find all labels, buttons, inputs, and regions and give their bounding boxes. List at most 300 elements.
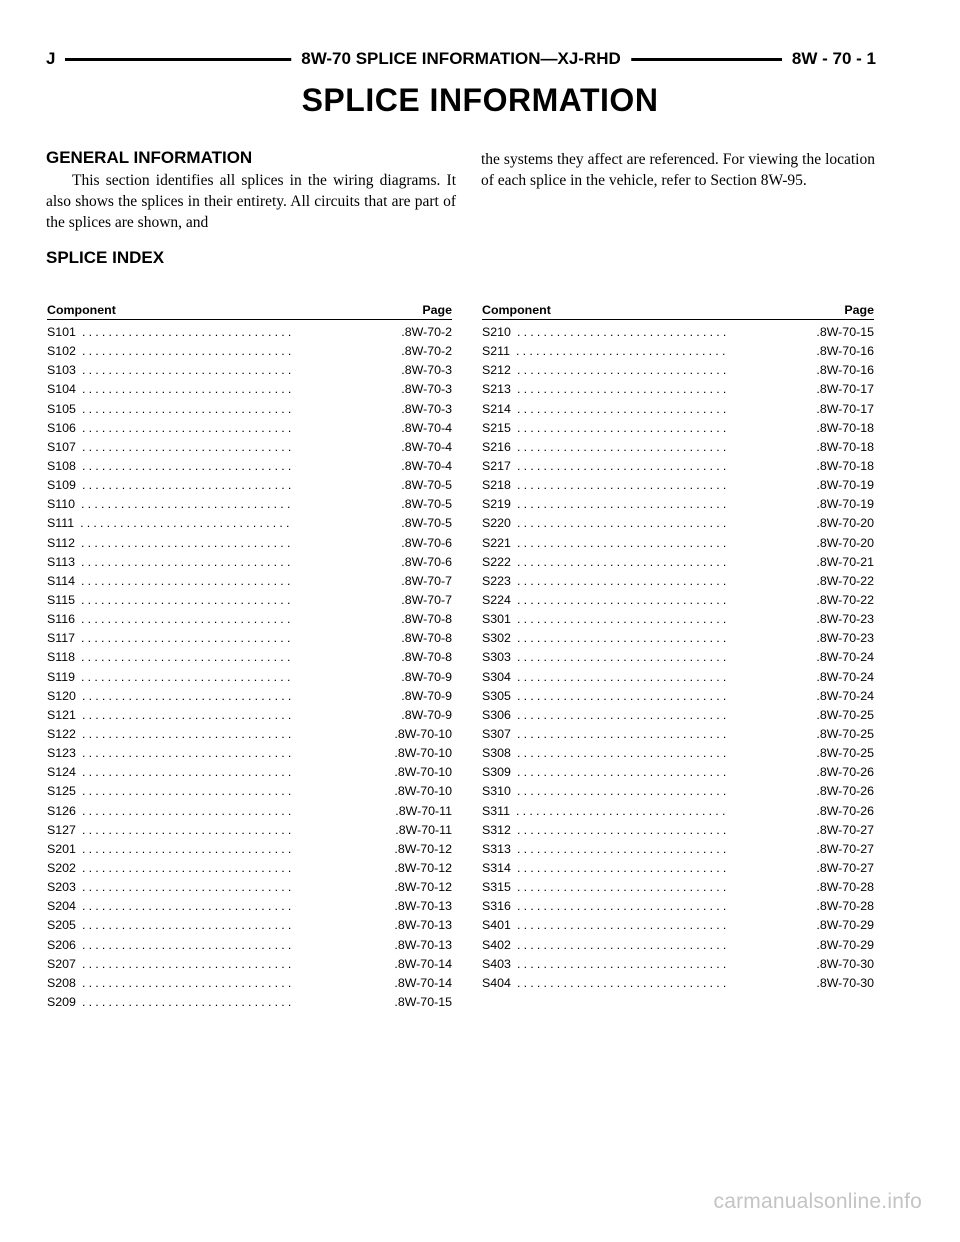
index-row <box>47 821 452 840</box>
row-leader-dots: ................................ <box>81 726 295 741</box>
index-row <box>47 610 452 629</box>
column-component-header: Component <box>482 303 551 317</box>
index-row <box>482 534 874 553</box>
row-leader-dots: ................................ <box>81 669 294 684</box>
row-component: S204 <box>47 899 76 914</box>
row-page-reference: .8W-70-7 <box>401 592 452 607</box>
row-leader-dots: ................................ <box>516 899 730 914</box>
row-leader-dots: ................................ <box>81 631 294 646</box>
row-component: S111 <box>47 516 75 531</box>
row-component: S121 <box>47 707 76 722</box>
index-row <box>47 668 452 687</box>
row-leader-dots: ................................ <box>81 478 295 493</box>
column-component-header: Component <box>47 303 116 317</box>
row-leader-dots: ................................ <box>516 516 730 531</box>
row-page-reference: .8W-70-6 <box>401 535 452 550</box>
row-component: S310 <box>482 784 511 799</box>
index-row <box>482 495 874 514</box>
index-row <box>482 342 874 361</box>
index-row <box>47 955 452 974</box>
index-row <box>482 897 874 916</box>
row-page-reference: .8W-70-19 <box>816 497 874 512</box>
index-row <box>482 840 874 859</box>
row-page-reference: .8W-70-9 <box>401 707 452 722</box>
index-row <box>482 476 874 495</box>
row-page-reference: .8W-70-12 <box>394 860 452 875</box>
row-page-reference: .8W-70-22 <box>816 592 874 607</box>
row-component: S224 <box>482 592 511 607</box>
index-row <box>47 419 452 438</box>
index-row <box>47 744 452 763</box>
row-leader-dots: ................................ <box>516 765 730 780</box>
row-leader-dots: ................................ <box>516 860 730 875</box>
general-text-left: This section identifies all splices in the wiring diagrams. It also shows the splices in their entirety. All circuits that are part of the splices are shown, and <box>46 172 456 231</box>
row-page-reference: .8W-70-4 <box>401 458 452 473</box>
row-leader-dots: ................................ <box>81 535 294 550</box>
row-page-reference: .8W-70-30 <box>816 975 874 990</box>
general-text-right: the systems they affect are referenced. For viewing the location of each splice in the vehicle, refer to Section 8W-95. <box>481 151 875 189</box>
index-row <box>482 821 874 840</box>
row-component: S304 <box>482 669 511 684</box>
row-component: S118 <box>47 650 76 665</box>
index-header <box>47 303 452 320</box>
index-row <box>47 400 452 419</box>
index-row <box>47 591 452 610</box>
row-component: S218 <box>482 478 511 493</box>
index-row <box>482 400 874 419</box>
row-leader-dots: ................................ <box>81 975 295 990</box>
index-row <box>482 725 874 744</box>
index-row <box>47 534 452 553</box>
row-page-reference: .8W-70-10 <box>394 765 452 780</box>
row-leader-dots: ................................ <box>516 841 730 856</box>
row-component: S108 <box>47 458 76 473</box>
row-leader-dots: ................................ <box>81 420 295 435</box>
header-left-label: J <box>46 46 65 72</box>
row-component: S314 <box>482 860 511 875</box>
splice-index-right-column <box>482 303 874 993</box>
row-leader-dots: ................................ <box>516 937 730 952</box>
row-leader-dots: ................................ <box>516 631 730 646</box>
column-page-header: Page <box>422 303 452 317</box>
row-page-reference: .8W-70-9 <box>401 669 452 684</box>
row-leader-dots: ................................ <box>81 382 295 397</box>
row-page-reference: .8W-70-25 <box>816 746 874 761</box>
row-component: S305 <box>482 688 511 703</box>
row-component: S201 <box>47 841 76 856</box>
row-component: S119 <box>47 669 76 684</box>
row-component: S202 <box>47 860 76 875</box>
row-component: S110 <box>47 497 76 512</box>
row-leader-dots: ................................ <box>516 420 730 435</box>
row-page-reference: .8W-70-23 <box>816 612 874 627</box>
row-component: S217 <box>482 458 511 473</box>
index-row <box>47 936 452 955</box>
row-leader-dots: ................................ <box>81 784 295 799</box>
page-title: SPLICE INFORMATION <box>301 82 659 118</box>
row-page-reference: .8W-70-26 <box>816 803 874 818</box>
row-page-reference: .8W-70-12 <box>394 841 452 856</box>
row-component: S313 <box>482 841 511 856</box>
row-component: S208 <box>47 975 76 990</box>
row-leader-dots: ................................ <box>81 344 295 359</box>
row-page-reference: .8W-70-5 <box>401 478 452 493</box>
index-rows <box>482 323 874 993</box>
row-leader-dots: ................................ <box>81 401 295 416</box>
general-information-heading: GENERAL INFORMATION <box>46 148 253 167</box>
index-row <box>482 763 874 782</box>
watermark-text: carmanualsonline.info <box>713 1190 922 1213</box>
row-component: S306 <box>482 707 511 722</box>
index-row <box>47 648 452 667</box>
row-leader-dots: ................................ <box>516 382 730 397</box>
row-page-reference: .8W-70-27 <box>816 860 874 875</box>
row-page-reference: .8W-70-9 <box>401 688 452 703</box>
row-leader-dots: ................................ <box>81 956 295 971</box>
row-page-reference: .8W-70-29 <box>816 918 874 933</box>
row-leader-dots: ................................ <box>516 439 730 454</box>
header-page-number: 8W - 70 - 1 <box>782 46 876 72</box>
row-page-reference: .8W-70-8 <box>401 631 452 646</box>
row-page-reference: .8W-70-3 <box>401 401 452 416</box>
index-rows <box>47 323 452 1012</box>
index-row <box>482 591 874 610</box>
row-component: S223 <box>482 573 511 588</box>
row-leader-dots: ................................ <box>516 726 730 741</box>
index-row <box>47 706 452 725</box>
row-component: S214 <box>482 401 511 416</box>
row-page-reference: .8W-70-28 <box>816 899 874 914</box>
row-leader-dots: ................................ <box>516 497 730 512</box>
row-page-reference: .8W-70-3 <box>401 382 452 397</box>
row-component: S307 <box>482 726 511 741</box>
index-row <box>482 572 874 591</box>
row-leader-dots: ................................ <box>516 325 730 339</box>
row-page-reference: .8W-70-13 <box>394 937 452 952</box>
index-row <box>482 438 874 457</box>
index-row <box>47 495 452 514</box>
index-row <box>47 361 452 380</box>
splice-index-left-column <box>47 303 452 1012</box>
row-component: S219 <box>482 497 511 512</box>
row-component: S107 <box>47 439 76 454</box>
row-page-reference: .8W-70-8 <box>401 650 452 665</box>
row-leader-dots: ................................ <box>516 956 730 971</box>
row-component: S221 <box>482 535 511 550</box>
row-component: S103 <box>47 363 76 378</box>
row-leader-dots: ................................ <box>81 325 295 339</box>
row-page-reference: .8W-70-24 <box>816 669 874 684</box>
index-row <box>482 687 874 706</box>
index-row <box>482 936 874 955</box>
index-row <box>482 514 874 533</box>
row-page-reference: .8W-70-29 <box>816 937 874 952</box>
row-leader-dots: ................................ <box>81 746 295 761</box>
row-page-reference: .8W-70-10 <box>394 784 452 799</box>
row-component: S213 <box>482 382 511 397</box>
row-leader-dots: ................................ <box>81 803 295 818</box>
row-component: S222 <box>482 554 511 569</box>
index-row <box>47 323 452 342</box>
row-leader-dots: ................................ <box>516 344 729 359</box>
row-component: S210 <box>482 325 511 339</box>
column-page-header: Page <box>844 303 874 317</box>
row-leader-dots: ................................ <box>81 841 295 856</box>
row-page-reference: .8W-70-22 <box>816 573 874 588</box>
index-row <box>47 725 452 744</box>
row-leader-dots: ................................ <box>81 765 295 780</box>
row-leader-dots: ................................ <box>516 612 730 627</box>
row-leader-dots: ................................ <box>516 707 730 722</box>
row-leader-dots: ................................ <box>81 994 295 1009</box>
row-page-reference: .8W-70-5 <box>401 497 452 512</box>
row-leader-dots: ................................ <box>81 554 294 569</box>
row-component: S212 <box>482 363 511 378</box>
index-row <box>47 457 452 476</box>
row-page-reference: .8W-70-6 <box>401 554 452 569</box>
row-component: S220 <box>482 516 511 531</box>
row-component: S122 <box>47 726 76 741</box>
row-page-reference: .8W-70-2 <box>401 344 452 359</box>
splice-index-heading: SPLICE INDEX <box>46 248 165 267</box>
index-row <box>47 859 452 878</box>
row-leader-dots: ................................ <box>516 401 730 416</box>
row-page-reference: .8W-70-30 <box>816 956 874 971</box>
row-component: S125 <box>47 784 76 799</box>
row-page-reference: .8W-70-20 <box>816 516 874 531</box>
row-page-reference: .8W-70-8 <box>401 612 452 627</box>
row-page-reference: .8W-70-21 <box>816 554 874 569</box>
row-page-reference: .8W-70-26 <box>816 784 874 799</box>
row-page-reference: .8W-70-18 <box>816 420 874 435</box>
row-leader-dots: ................................ <box>81 650 294 665</box>
row-page-reference: .8W-70-26 <box>816 765 874 780</box>
index-row <box>482 955 874 974</box>
row-component: S315 <box>482 880 511 895</box>
row-component: S316 <box>482 899 511 914</box>
row-page-reference: .8W-70-25 <box>816 707 874 722</box>
row-leader-dots: ................................ <box>81 937 295 952</box>
row-component: S209 <box>47 994 76 1009</box>
header-section-title: 8W-70 SPLICE INFORMATION—XJ-RHD <box>291 46 631 72</box>
row-component: S215 <box>482 420 511 435</box>
index-row <box>482 744 874 763</box>
row-page-reference: .8W-70-18 <box>816 458 874 473</box>
row-page-reference: .8W-70-10 <box>394 746 452 761</box>
row-component: S123 <box>47 746 76 761</box>
index-row <box>47 476 452 495</box>
row-page-reference: .8W-70-16 <box>816 344 874 359</box>
row-component: S102 <box>47 344 76 359</box>
row-page-reference: .8W-70-3 <box>401 363 452 378</box>
index-row <box>47 916 452 935</box>
index-row <box>47 514 452 533</box>
row-component: S205 <box>47 918 76 933</box>
index-row <box>482 553 874 572</box>
row-component: S402 <box>482 937 511 952</box>
row-leader-dots: ................................ <box>516 669 730 684</box>
row-leader-dots: ................................ <box>81 497 294 512</box>
row-component: S106 <box>47 420 76 435</box>
index-row <box>47 840 452 859</box>
index-row <box>482 668 874 687</box>
index-row <box>47 629 452 648</box>
row-component: S312 <box>482 822 511 837</box>
row-component: S308 <box>482 746 511 761</box>
row-component: S109 <box>47 478 76 493</box>
row-page-reference: .8W-70-24 <box>816 688 874 703</box>
row-page-reference: .8W-70-10 <box>394 726 452 741</box>
row-leader-dots: ................................ <box>516 688 730 703</box>
index-row <box>482 782 874 801</box>
index-row <box>482 859 874 878</box>
row-component: S124 <box>47 765 76 780</box>
index-row <box>482 610 874 629</box>
row-component: S120 <box>47 688 76 703</box>
row-component: S301 <box>482 612 511 627</box>
row-page-reference: .8W-70-7 <box>401 573 452 588</box>
row-page-reference: .8W-70-20 <box>816 535 874 550</box>
row-leader-dots: ................................ <box>81 458 295 473</box>
row-leader-dots: ................................ <box>81 880 295 895</box>
row-leader-dots: ................................ <box>81 860 295 875</box>
row-leader-dots: ................................ <box>516 363 730 378</box>
row-leader-dots: ................................ <box>81 822 295 837</box>
row-component: S309 <box>482 765 511 780</box>
row-page-reference: .8W-70-11 <box>395 822 452 837</box>
index-row <box>47 802 452 821</box>
row-leader-dots: ................................ <box>81 918 295 933</box>
row-component: S401 <box>482 918 511 933</box>
index-row <box>47 974 452 993</box>
index-row <box>47 342 452 361</box>
index-row <box>482 648 874 667</box>
row-component: S303 <box>482 650 511 665</box>
row-page-reference: .8W-70-17 <box>816 401 874 416</box>
row-page-reference: .8W-70-18 <box>816 439 874 454</box>
index-row <box>482 457 874 476</box>
index-row <box>47 438 452 457</box>
row-component: S115 <box>47 592 76 607</box>
index-row <box>47 993 452 1012</box>
row-page-reference: .8W-70-27 <box>816 822 874 837</box>
row-component: S203 <box>47 880 76 895</box>
row-leader-dots: ................................ <box>516 975 730 990</box>
row-leader-dots: ................................ <box>81 707 295 722</box>
index-row <box>47 878 452 897</box>
row-page-reference: .8W-70-14 <box>394 975 452 990</box>
row-leader-dots: ................................ <box>81 612 294 627</box>
row-page-reference: .8W-70-17 <box>816 382 874 397</box>
row-leader-dots: ................................ <box>516 478 730 493</box>
running-header <box>46 46 876 74</box>
row-page-reference: .8W-70-15 <box>394 994 452 1009</box>
index-row <box>482 380 874 399</box>
index-row <box>47 897 452 916</box>
row-component: S206 <box>47 937 76 952</box>
row-component: S112 <box>47 535 76 550</box>
row-component: S302 <box>482 631 511 646</box>
index-row <box>47 380 452 399</box>
row-leader-dots: ................................ <box>516 573 730 588</box>
row-page-reference: .8W-70-2 <box>401 325 452 339</box>
index-row <box>482 629 874 648</box>
row-component: S105 <box>47 401 76 416</box>
row-leader-dots: ................................ <box>81 592 294 607</box>
row-leader-dots: ................................ <box>516 650 730 665</box>
row-page-reference: .8W-70-11 <box>395 803 452 818</box>
row-component: S404 <box>482 975 511 990</box>
index-row <box>482 802 874 821</box>
row-leader-dots: ................................ <box>516 592 730 607</box>
row-page-reference: .8W-70-19 <box>816 478 874 493</box>
row-page-reference: .8W-70-5 <box>401 516 452 531</box>
row-page-reference: .8W-70-25 <box>816 726 874 741</box>
row-page-reference: .8W-70-4 <box>401 420 452 435</box>
row-page-reference: .8W-70-16 <box>816 363 874 378</box>
row-leader-dots: ................................ <box>80 516 293 531</box>
row-page-reference: .8W-70-24 <box>816 650 874 665</box>
row-page-reference: .8W-70-27 <box>816 841 874 856</box>
row-leader-dots: ................................ <box>81 688 295 703</box>
index-row <box>47 763 452 782</box>
index-row <box>482 323 874 342</box>
index-row <box>47 687 452 706</box>
row-leader-dots: ................................ <box>516 554 730 569</box>
row-component: S104 <box>47 382 76 397</box>
index-row <box>482 419 874 438</box>
row-component: S114 <box>47 573 76 588</box>
row-component: S101 <box>47 325 76 339</box>
row-page-reference: .8W-70-13 <box>394 918 452 933</box>
row-component: S127 <box>47 822 76 837</box>
row-page-reference: .8W-70-15 <box>816 325 874 339</box>
index-header <box>482 303 874 320</box>
row-leader-dots: ................................ <box>516 784 730 799</box>
index-row <box>482 878 874 897</box>
row-leader-dots: ................................ <box>516 803 729 818</box>
row-component: S311 <box>482 803 511 818</box>
row-page-reference: .8W-70-23 <box>816 631 874 646</box>
index-row <box>482 706 874 725</box>
index-row <box>482 361 874 380</box>
index-row <box>47 572 452 591</box>
index-row <box>482 974 874 993</box>
row-leader-dots: ................................ <box>516 746 730 761</box>
row-leader-dots: ................................ <box>81 899 295 914</box>
row-component: S116 <box>47 612 76 627</box>
row-leader-dots: ................................ <box>516 880 730 895</box>
row-page-reference: .8W-70-12 <box>394 880 452 895</box>
row-leader-dots: ................................ <box>516 918 730 933</box>
row-page-reference: .8W-70-4 <box>401 439 452 454</box>
row-page-reference: .8W-70-14 <box>394 956 452 971</box>
row-leader-dots: ................................ <box>81 573 294 588</box>
row-component: S126 <box>47 803 76 818</box>
row-leader-dots: ................................ <box>516 458 730 473</box>
index-row <box>47 553 452 572</box>
row-component: S207 <box>47 956 76 971</box>
row-component: S403 <box>482 956 511 971</box>
row-page-reference: .8W-70-28 <box>816 880 874 895</box>
index-row <box>47 782 452 801</box>
row-component: S216 <box>482 439 511 454</box>
row-component: S211 <box>482 344 511 359</box>
row-page-reference: .8W-70-13 <box>394 899 452 914</box>
row-leader-dots: ................................ <box>516 535 730 550</box>
row-leader-dots: ................................ <box>81 439 295 454</box>
row-leader-dots: ................................ <box>516 822 730 837</box>
